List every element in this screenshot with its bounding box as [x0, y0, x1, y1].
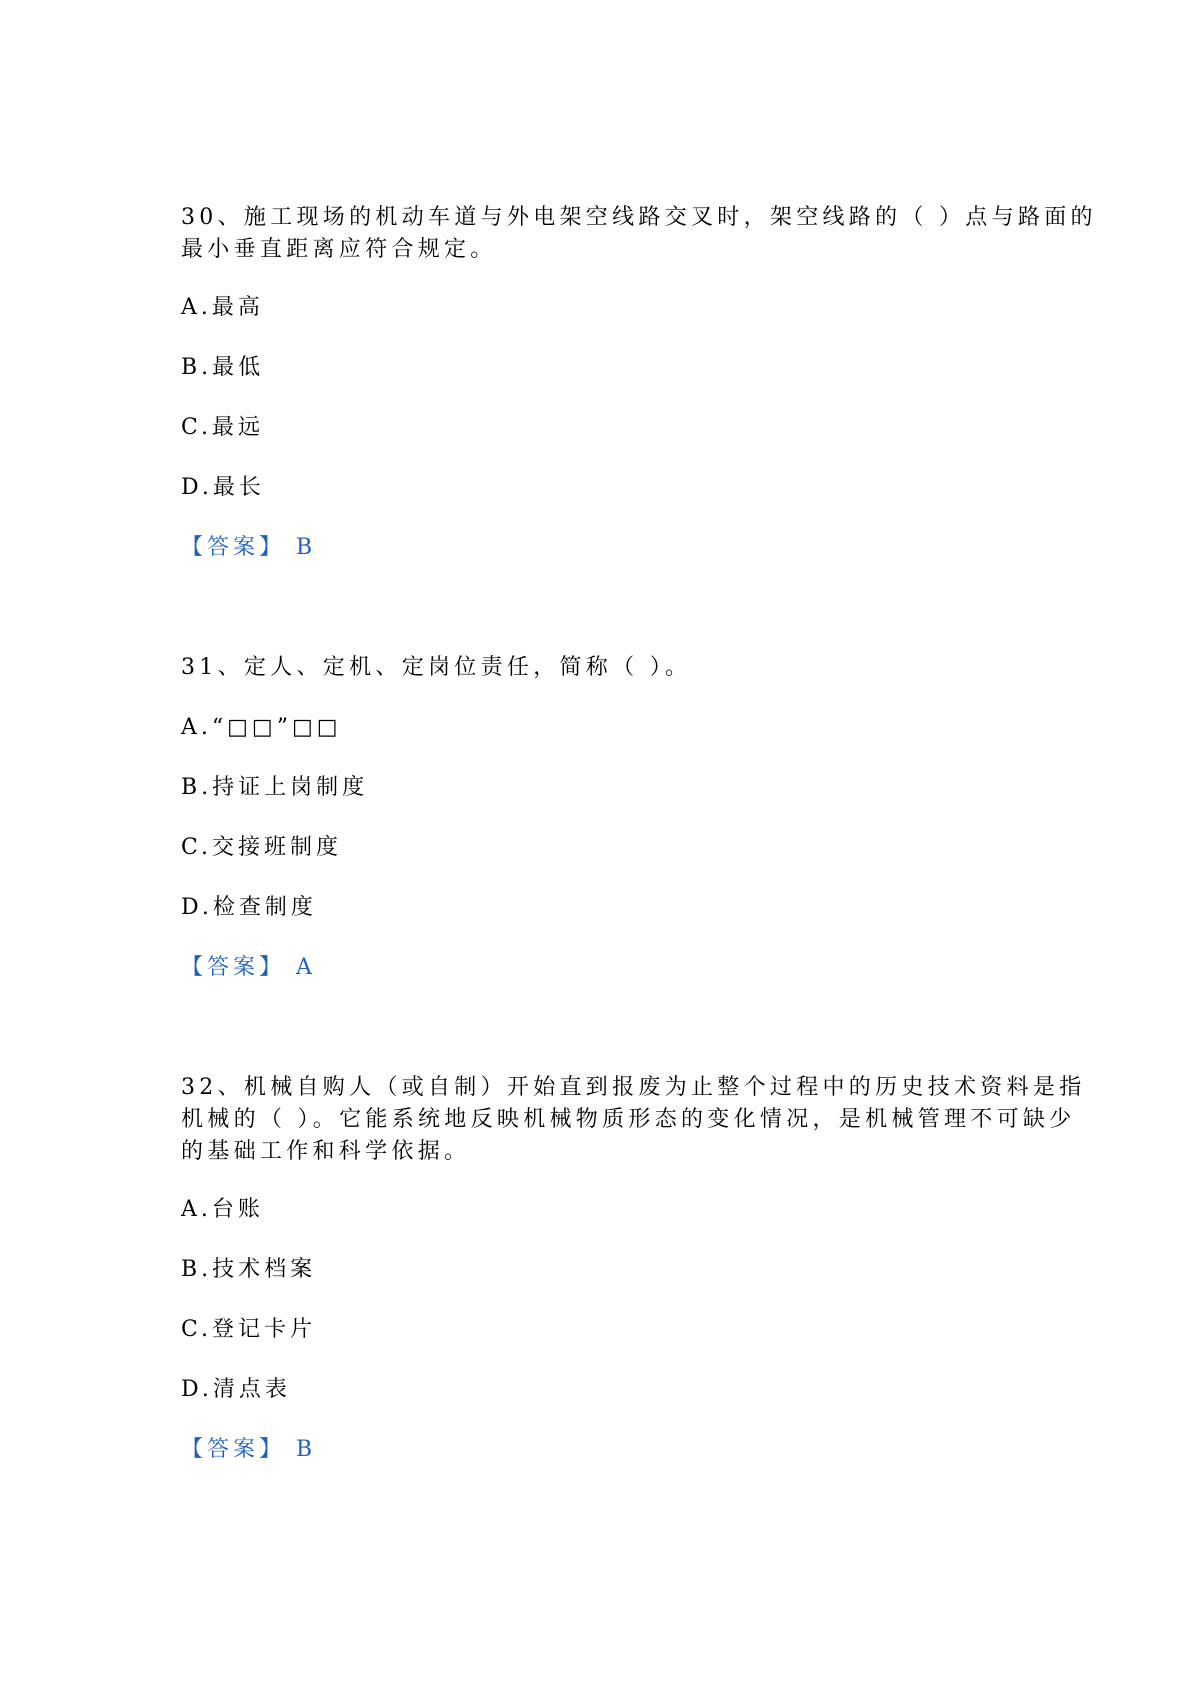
option-b: B.最低: [181, 355, 265, 380]
answer-label: 【答案】: [181, 1437, 286, 1462]
answer-label: 【答案】: [181, 955, 286, 980]
answer-value: A: [296, 955, 316, 980]
answer-label: 【答案】: [181, 535, 286, 560]
option-d: D.清点表: [181, 1377, 291, 1402]
option-d: D.最长: [181, 475, 265, 500]
option-c: C.交接班制度: [181, 835, 343, 860]
option-c: C.最远: [181, 415, 265, 440]
answer-value: B: [296, 535, 317, 560]
question-stem-line: 32、机械自购人（或自制）开始直到报废为止整个过程中的历史技术资料是指: [181, 1075, 1086, 1100]
option-b: B.技术档案: [181, 1257, 317, 1282]
option-a: A.台账: [181, 1197, 264, 1222]
answer-value: B: [296, 1437, 317, 1462]
question-stem-line: 30、施工现场的机动车道与外电架空线路交叉时，架空线路的（ ）点与路面的: [181, 205, 1097, 230]
question-stem-line: 的基础工作和科学依据。: [181, 1139, 471, 1164]
question-stem-line: 机械的（ ）。它能系统地反映机械物质形态的变化情况，是机械管理不可缺少: [181, 1107, 1076, 1132]
question-stem-line: 31、定人、定机、定岗位责任，简称（ ）。: [181, 655, 692, 680]
option-a: A.最高: [181, 295, 264, 320]
answer-line: [181, 532, 316, 564]
option-a: A.“□□”□□: [181, 715, 342, 740]
option-c: C.登记卡片: [181, 1317, 317, 1342]
answer-line: [181, 952, 316, 984]
option-d: D.检查制度: [181, 895, 317, 920]
question-stem-line: 最小垂直距离应符合规定。: [181, 237, 497, 262]
answer-line: [181, 1434, 316, 1466]
option-b: B.持证上岗制度: [181, 775, 369, 800]
